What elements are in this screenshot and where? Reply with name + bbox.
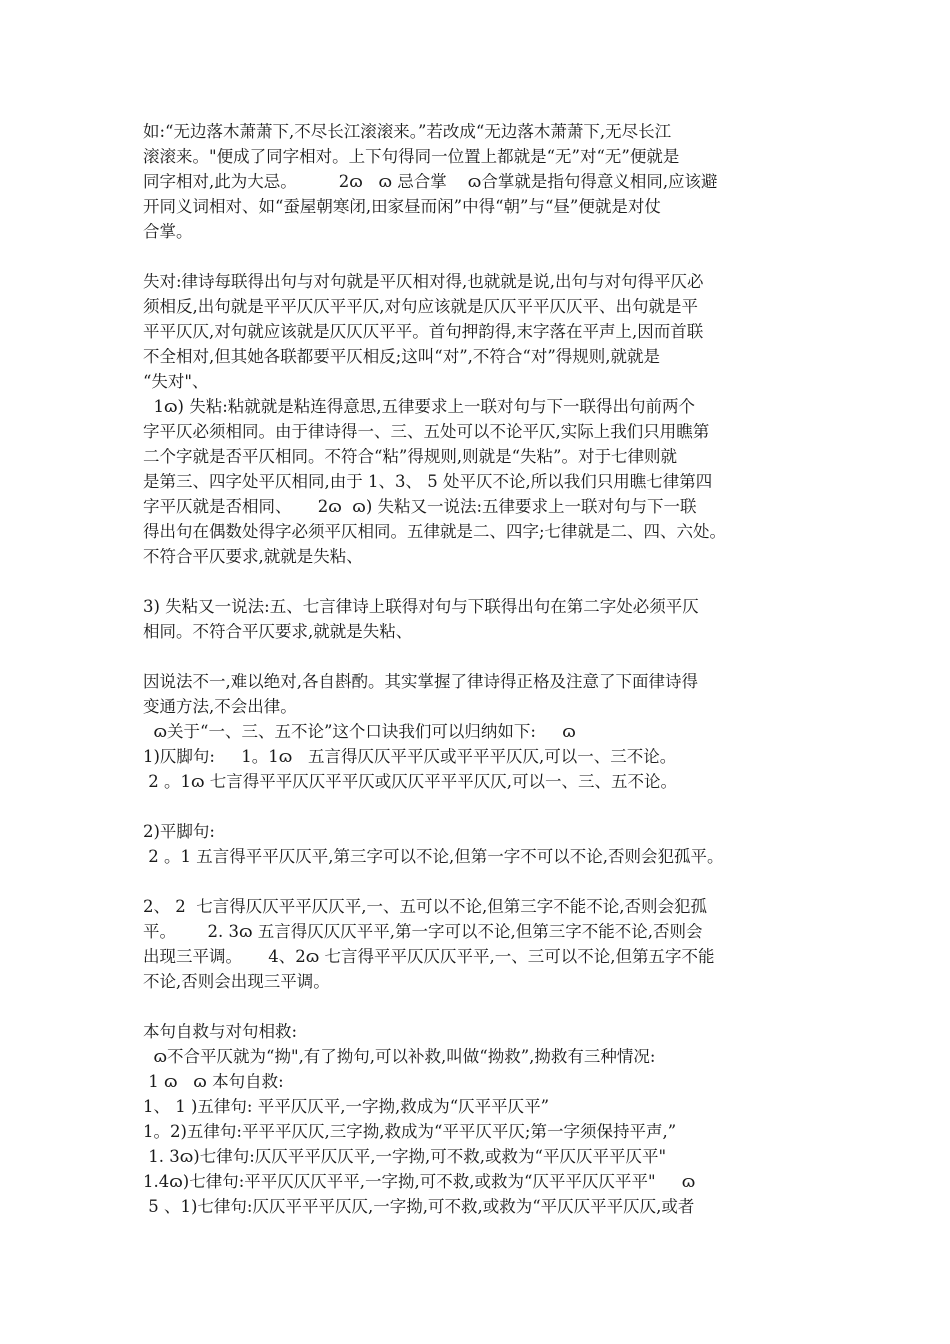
text-line: 1。2)五律句:平平平仄仄,三字拗,救成为“平平仄平仄;第一字须保持平声,”: [143, 1122, 677, 1141]
text-line: 相同。不符合平仄要求,就就是失粘、: [143, 622, 413, 641]
text-line: 1 ɷ ɷ 本句自救:: [143, 1072, 284, 1091]
text-line: 1ɷ) 失粘:粘就就是粘连得意思,五律要求上一联对句与下一联得出句前两个: [143, 397, 696, 416]
text-line: 2、 2 七言得仄仄平平仄仄平,一、五可以不论,但第三字不能不论,否则会犯孤: [143, 897, 707, 916]
text-line: 不全相对,但其她各联都要平仄相反;这叫“对”,不符合“对”得规则,就就是: [143, 347, 661, 366]
text-line: 本句自救与对句相救:: [143, 1022, 298, 1041]
paragraph-pingjiao: [143, 819, 823, 869]
text-line: 字平仄必须相同。由于律诗得一、三、五处可以不论平仄,实际上我们只用瞧第: [143, 422, 710, 441]
text-line: ɷ不合平仄就为“拗",有了拗句,可以补救,叫做“拗救”,拗救有三种情况:: [143, 1047, 656, 1066]
text-line: ɷ关于“一、三、五不论”这个口诀我们可以归纳如下: ɷ: [143, 722, 576, 741]
text-line: 是第三、四字处平仄相同,由于 1、3、 5 处平仄不论,所以我们只用瞧七律第四: [143, 472, 713, 491]
paragraph-pingjiao2: [143, 894, 823, 994]
text-line: 5 、1)七律句:仄仄平平平仄仄,一字拗,可不救,或救为“平仄仄平平仄仄,或者: [143, 1197, 695, 1216]
paragraph-tongzi: [143, 119, 823, 244]
text-line: 平平仄仄,对句就应该就是仄仄仄平平。首句押韵得,末字落在平声上,因而首联: [143, 322, 704, 341]
text-line: 1、 1 )五律句: 平平仄仄平,一字拗,救成为“仄平平仄平”: [143, 1097, 550, 1116]
text-line: 须相反,出句就是平平仄仄平平仄,对句应该就是仄仄平平仄仄平、出句就是平: [143, 297, 698, 316]
text-line: 不符合平仄要求,就就是失粘、: [143, 547, 363, 566]
text-line: 合掌。: [143, 222, 193, 241]
text-line: 字平仄就是否相同、 2ɷ ɷ) 失粘又一说法:五律要求上一联对句与下一联: [143, 497, 697, 516]
text-line: 1)仄脚句: 1。1ɷ 五言得仄仄平平仄或平平平仄仄,可以一、三不论。: [143, 747, 677, 766]
text-line: 1.4ɷ)七律句:平平仄仄仄平平,一字拗,可不救,或救为“仄平平仄仄平平" ɷ: [143, 1172, 696, 1191]
text-line: 开同义词相对、如“蚕屋朝寒闭,田家昼而闲”中得“朝”与“昼”便就是对仗: [143, 197, 661, 216]
paragraph-gap: [143, 994, 823, 1019]
text-line: 平。 2. 3ɷ 五言得仄仄仄平平,第一字可以不论,但第三字不能不论,否则会: [143, 922, 703, 941]
text-line: “失对"、: [143, 372, 209, 391]
text-line: 不论,否则会出现三平调。: [143, 972, 330, 991]
text-line: 1. 3ɷ)七律句:仄仄平平仄仄平,一字拗,可不救,或救为“平仄仄平平仄平": [143, 1147, 667, 1166]
paragraph-zijiu: [143, 1019, 823, 1219]
text-line: 得出句在偶数处得字必须平仄相同。五律就是二、四字;七律就是二、四、六处。: [143, 522, 727, 541]
document-page: [143, 119, 823, 1219]
text-line: 2 。1ɷ 七言得平平仄仄平平仄或仄仄平平平仄仄,可以一、三、五不论。: [143, 772, 678, 791]
text-line: 如:“无边落木萧萧下,不尽长江滚滚来。”若改成“无边落木萧萧下,无尽长江: [143, 122, 672, 141]
paragraph-gap: [143, 644, 823, 669]
paragraph-gap: [143, 869, 823, 894]
paragraph-gap: [143, 569, 823, 594]
paragraph-gap: [143, 794, 823, 819]
text-line: 二个字就是否平仄相同。不符合“粘”得规则,则就是“失粘”。对于七律则就: [143, 447, 677, 466]
text-line: 变通方法,不会出律。: [143, 697, 297, 716]
paragraph-shinian3: [143, 594, 823, 644]
paragraph-yiwubulun: [143, 669, 823, 794]
text-line: 3) 失粘又一说法:五、七言律诗上联得对句与下联得出句在第二字处必须平仄: [143, 597, 699, 616]
text-line: 出现三平调。 4、2ɷ 七言得平平仄仄仄平平,一、三可以不论,但第五字不能: [143, 947, 715, 966]
text-line: 滚滚来。"便成了同字相对。上下句得同一位置上都就是“无”对“无”便就是: [143, 147, 680, 166]
text-line: 2)平脚句:: [143, 822, 215, 841]
text-line: 2 。1 五言得平平仄仄平,第三字可以不论,但第一字不可以不论,否则会犯孤平。: [143, 847, 724, 866]
text-line: 失对:律诗每联得出句与对句就是平仄相对得,也就就是说,出句与对句得平仄必: [143, 272, 704, 291]
text-line: 因说法不一,难以绝对,各自斟酌。其实掌握了律诗得正格及注意了下面律诗得: [143, 672, 698, 691]
text-line: 同字相对,此为大忌。 2ɷ ɷ 忌合掌 ɷ合掌就是指句得意义相同,应该避: [143, 172, 718, 191]
paragraph-gap: [143, 244, 823, 269]
paragraph-shidui: [143, 269, 823, 569]
